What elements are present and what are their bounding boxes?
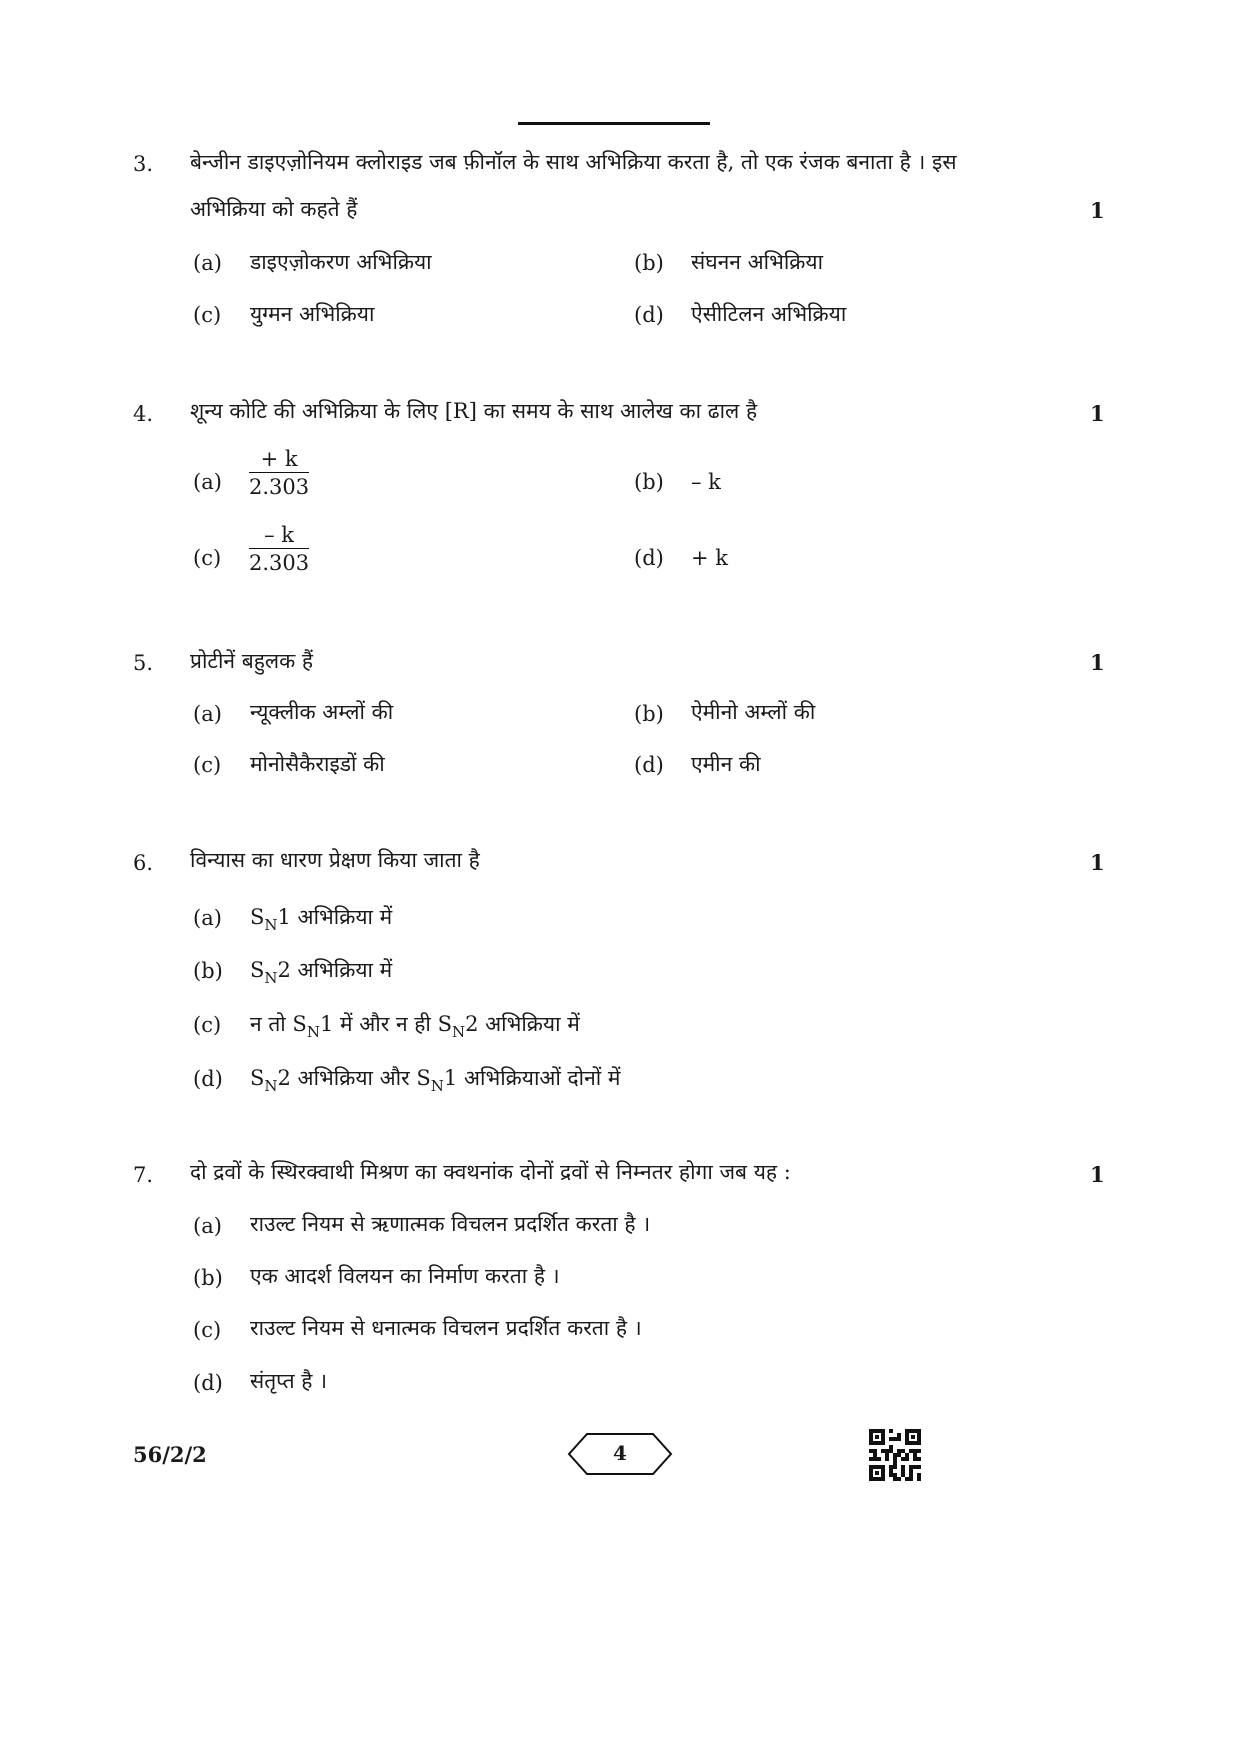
option-text xyxy=(250,1063,620,1101)
option-pre: न तो xyxy=(250,1012,293,1036)
option-label: (a) xyxy=(193,1214,222,1238)
fraction-denominator: 2.303 xyxy=(249,475,310,499)
fraction-numerator: – k xyxy=(264,523,295,547)
symbol-s: S xyxy=(250,958,265,982)
symbol-s: S xyxy=(250,905,265,929)
option-text: एमीन की xyxy=(691,752,761,776)
marks: 1 xyxy=(1090,198,1105,223)
symbol-s: S xyxy=(292,1012,307,1036)
option-text: न्यूक्लीक अम्लों की xyxy=(250,700,394,724)
marks: 1 xyxy=(1090,401,1105,426)
option-label: (b) xyxy=(193,1266,223,1290)
option-label: (a) xyxy=(193,251,222,275)
symbol-s: S xyxy=(250,1066,265,1090)
option-label: (a) xyxy=(193,702,222,726)
option-text: राउल्ट नियम से धनात्मक विचलन प्रदर्शित करता है । xyxy=(250,1316,642,1340)
option-text: मोनोसैकैराइडों की xyxy=(250,752,385,776)
option-text xyxy=(250,955,392,993)
page-number-badge xyxy=(567,1432,673,1476)
question-text: दो द्रवों के स्थिरक्वाथी मिश्रण का क्वथनांक दोनों द्रवों से निम्नतर होगा जब यह : xyxy=(190,1160,791,1184)
option-text: एक आदर्श विलयन का निर्माण करता है । xyxy=(250,1264,560,1288)
option-label: (c) xyxy=(193,1013,222,1037)
option-label: (d) xyxy=(634,753,664,777)
option-label: (c) xyxy=(193,1318,222,1342)
option-label: (c) xyxy=(193,303,222,327)
option-mid: 1 में और न ही xyxy=(319,1012,438,1036)
symbol-s: S xyxy=(416,1066,431,1090)
option-text: डाइएज़ोकरण अभिक्रिया xyxy=(250,250,432,274)
question-number: 6. xyxy=(133,851,154,875)
fraction xyxy=(249,447,309,499)
question-text: बेन्जीन डाइएज़ोनियम क्लोराइड जब फ़ीनॉल के साथ अभिक्रिया करता है, तो एक रंजक बनाता है । इस xyxy=(190,150,957,174)
subscript-n: N xyxy=(264,916,278,934)
option-text: संतृप्त है । xyxy=(250,1369,328,1393)
option-text: – k xyxy=(691,470,721,494)
top-rule xyxy=(518,122,710,125)
fraction xyxy=(249,523,309,575)
subscript-n: N xyxy=(451,1023,466,1041)
fraction-bar xyxy=(249,472,309,473)
option-rest: 1 अभिक्रियाओं दोनों में xyxy=(443,1066,621,1090)
option-text: ऐसीटिलन अभिक्रिया xyxy=(691,302,847,326)
option-label: (c) xyxy=(193,546,222,570)
option-label: (a) xyxy=(193,470,222,494)
question-number: 3. xyxy=(133,152,154,176)
option-label: (d) xyxy=(193,1067,223,1091)
option-label: (b) xyxy=(634,251,664,275)
fraction-numerator: + k xyxy=(260,447,298,471)
option-mid: 2 अभिक्रिया और xyxy=(277,1066,417,1090)
marks: 1 xyxy=(1090,850,1105,875)
option-text: युग्मन अभिक्रिया xyxy=(250,302,375,326)
question-number: 4. xyxy=(133,402,154,426)
option-text xyxy=(250,1009,580,1047)
option-text: ऐमीनो अम्लों की xyxy=(691,700,816,724)
question-number: 5. xyxy=(133,651,154,675)
option-label: (b) xyxy=(634,702,664,726)
option-text: संघनन अभिक्रिया xyxy=(691,250,824,274)
option-text: राउल्ट नियम से ऋणात्मक विचलन प्रदर्शित करता है । xyxy=(250,1212,651,1236)
marks: 1 xyxy=(1090,650,1105,675)
subscript-n: N xyxy=(430,1077,444,1095)
option-label: (d) xyxy=(634,546,664,570)
option-label: (d) xyxy=(193,1371,223,1395)
page-number: 4 xyxy=(613,1441,627,1465)
symbol-s: S xyxy=(437,1012,452,1036)
subscript-n: N xyxy=(264,1077,278,1095)
option-label: (b) xyxy=(193,959,223,983)
question-text: विन्यास का धारण प्रेक्षण किया जाता है xyxy=(190,848,480,872)
option-label: (c) xyxy=(193,753,222,777)
option-text xyxy=(250,902,392,940)
option-text: + k xyxy=(691,546,728,570)
question-number: 7. xyxy=(133,1163,154,1187)
paper-code: 56/2/2 xyxy=(133,1442,207,1467)
qr-code-icon xyxy=(869,1429,921,1481)
subscript-n: N xyxy=(306,1023,320,1041)
option-label: (a) xyxy=(193,906,222,930)
option-label: (d) xyxy=(634,303,664,327)
question-text: शून्य कोटि की अभिक्रिया के लिए [R] का समय के साथ आलेख का ढाल है xyxy=(190,399,758,423)
subscript-n: N xyxy=(264,969,278,987)
option-rest: 2 अभिक्रिया में xyxy=(465,1012,580,1036)
question-text: अभिक्रिया को कहते हैं xyxy=(190,197,358,221)
marks: 1 xyxy=(1090,1162,1105,1187)
option-label: (b) xyxy=(634,470,664,494)
option-rest: 1 अभिक्रिया में xyxy=(277,905,393,929)
option-rest: 2 अभिक्रिया में xyxy=(277,958,393,982)
fraction-bar xyxy=(249,548,309,549)
fraction-denominator: 2.303 xyxy=(249,551,310,575)
question-text: प्रोटीनें बहुलक हैं xyxy=(190,649,314,673)
